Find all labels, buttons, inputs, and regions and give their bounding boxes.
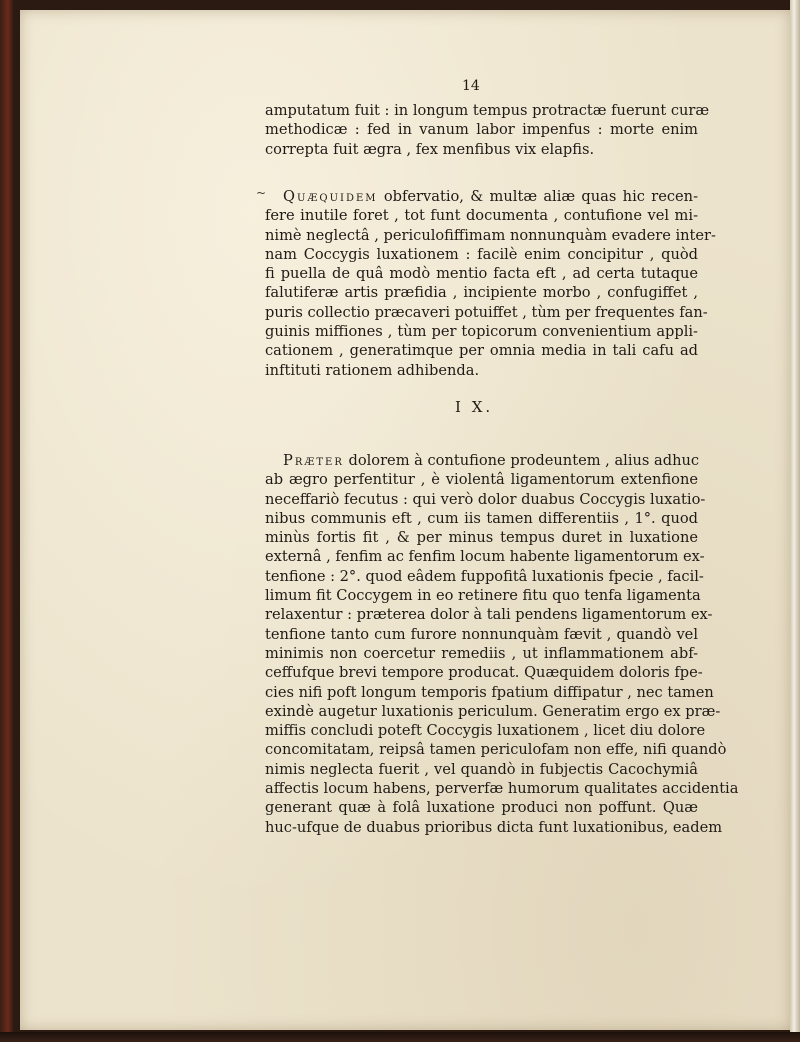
paragraph-2 <box>265 187 716 380</box>
text-line-rest: obfervatio, & multæ aliæ quas hic recen- <box>377 188 698 205</box>
margin-mark: ~ <box>256 186 267 200</box>
text-line: minùs fortis fit , & per minus tempus duret in luxatione <box>265 529 698 547</box>
section-heading: I X. <box>455 398 494 416</box>
text-line: relaxentur : præterea dolor à tali pendens ligamentorum ex- <box>265 606 713 624</box>
text-line: falutiferæ artis præfidia , incipiente morbo , confugiffet , <box>265 284 698 302</box>
text-line: methodicæ : fed in vanum labor impenfus : morte enim <box>265 121 698 139</box>
text-line: minimis non coercetur remediis , ut inflammationem abf- <box>265 644 698 662</box>
text-line: nimis neglecta fuerit , vel quandò in fubjectis Cacochymiâ <box>265 760 698 778</box>
text-line <box>265 451 698 470</box>
text-line: amputatum fuit : in longum tempus protractæ fuerunt curæ <box>265 102 710 119</box>
text-line: puris collectio præcaveri potuiffet , tùm per frequentes fan- <box>265 303 708 321</box>
text-line: limum fit Coccygem in eo retinere fitu quo tenfa ligamenta <box>265 587 701 605</box>
page-edge-bottom <box>0 1032 800 1042</box>
page-number: 14 <box>462 78 480 94</box>
text-line: tenfione : 2°. quod eâdem fuppofitâ luxationis fpecie , facil- <box>265 567 704 585</box>
paragraph-3 <box>265 451 739 837</box>
paragraph-lead: Præter <box>283 452 344 469</box>
text-line: miffis concludi poteft Coccygis luxationem , licet diu dolore <box>265 722 706 740</box>
text-line: guinis miffiones , tùm per topicorum convenientium appli- <box>265 323 698 341</box>
text-line <box>265 187 698 206</box>
text-line: nam Coccygis luxationem : facilè enim concipitur , quòd <box>265 245 698 263</box>
text-line: generant quæ à folâ luxatione produci non poffunt. Quæ <box>265 799 698 817</box>
text-line: nimè neglectâ , periculofiffimam nonnunquàm evadere inter- <box>265 226 716 244</box>
text-line: nibus communis eft , cum iis tamen differentiis , 1°. quod <box>265 509 698 527</box>
page-edge-right <box>790 0 800 1042</box>
text-line: cies nifi poft longum temporis fpatium diffipatur , nec tamen <box>265 683 714 701</box>
text-line: exindè augetur luxationis periculum. Generatim ergo ex præ- <box>265 702 721 720</box>
text-line-rest: dolorem à contufione prodeuntem , alius adhuc <box>343 452 700 469</box>
text-line: neceffariò fecutus : qui verò dolor duabus Coccygis luxatio- <box>265 490 706 508</box>
text-line: ceffufque brevi tempore producat. Quæquidem doloris fpe- <box>265 664 703 682</box>
paragraph-1 <box>265 101 710 159</box>
text-line: correpta fuit ægra , fex menfibus vix elapfis. <box>265 140 595 158</box>
text-line: ab ægro perfentitur , è violentâ ligamentorum extenfione <box>265 471 698 489</box>
paragraph-lead: Quæquidem <box>283 188 378 205</box>
text-line: tenfione tanto cum furore nonnunquàm fævit , quandò vel <box>265 625 698 643</box>
text-line: huc-ufque de duabus prioribus dicta funt luxationibus, eadem <box>265 818 723 836</box>
text-line: externâ , fenfim ac fenfim locum habente ligamentorum ex- <box>265 548 705 566</box>
text-line: concomitatam, reipsâ tamen periculofam non effe, nifi quandò <box>265 741 727 759</box>
text-line: fi puella de quâ modò mentio facta eft , ad certa tutaque <box>265 265 698 283</box>
text-line: inftituti rationem adhibenda. <box>265 361 480 379</box>
text-line: affectis locum habens, perverfæ humorum qualitates accidentia <box>265 780 739 798</box>
text-line: fere inutile foret , tot funt documenta , contufione vel mi- <box>265 207 698 225</box>
text-line: cationem , generatimque per omnia media in tali cafu ad <box>265 342 698 360</box>
